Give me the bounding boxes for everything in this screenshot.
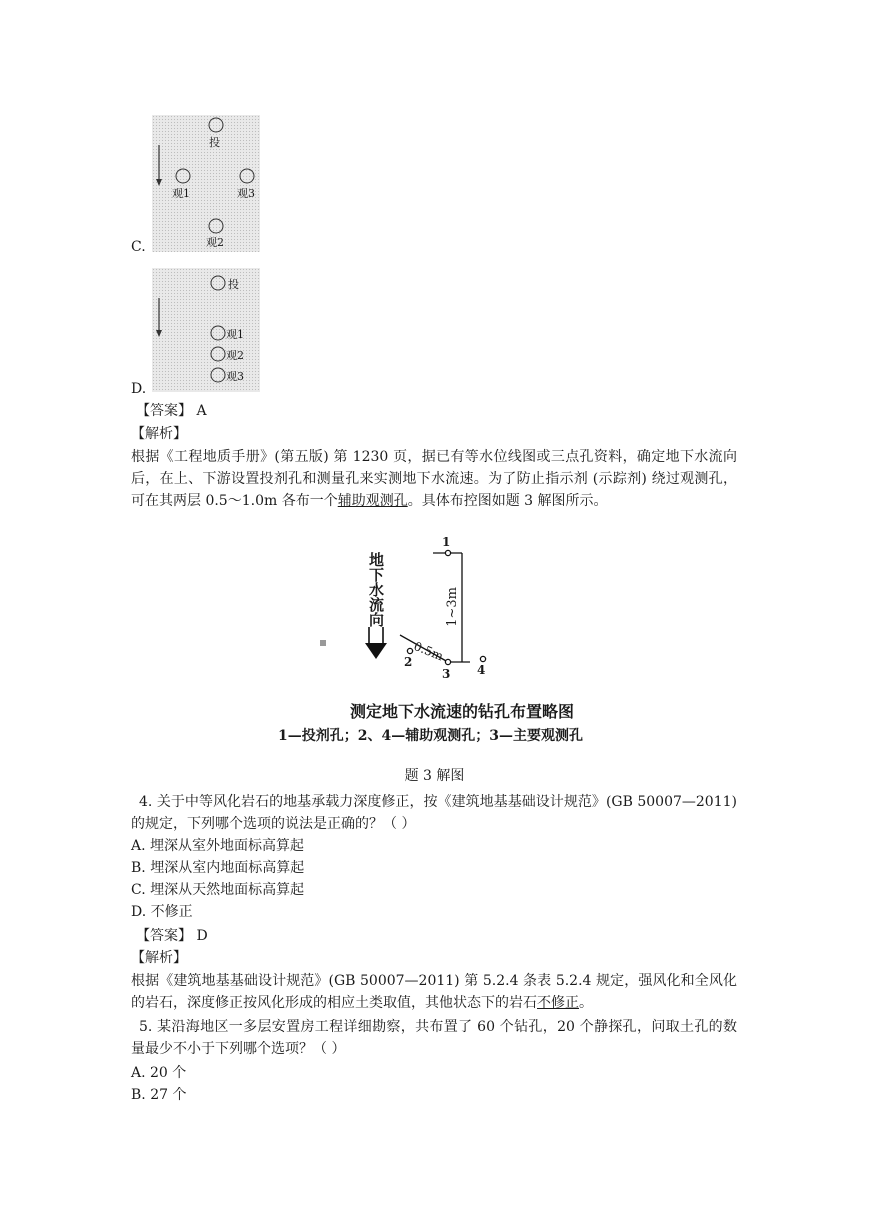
obs3-well-label: 观3	[237, 187, 255, 200]
obs3-well-icon	[240, 169, 254, 183]
figure-caption: 题 3 解图	[404, 768, 465, 784]
obs1-well-icon	[176, 169, 190, 183]
option-c-label: C.	[131, 239, 146, 255]
hole4-label: 4	[477, 663, 486, 677]
inject-well-icon	[209, 118, 223, 132]
hole4-icon	[480, 656, 485, 661]
q4-answer: 【答案】 D	[136, 928, 208, 944]
hole3-icon	[445, 659, 450, 664]
q3-analysis-text	[131, 446, 737, 512]
inject-well-icon	[211, 276, 225, 290]
q4-stem: 4. 关于中等风化岩石的地基承载力深度修正，按《建筑地基基础设计规范》(GB 50007—2011) 的规定，下列哪个选项的说法是正确的？（ ）	[131, 794, 737, 832]
q4-option-b: B. 埋深从室内地面标高算起	[131, 860, 305, 876]
option-c-svg	[152, 115, 260, 252]
flow-direction-label: 地下水流向	[367, 552, 385, 627]
q4-analysis-term: 不修正	[537, 995, 579, 1011]
q4-analysis-pre: 根据《建筑地基基础设计规范》(GB 50007—2011) 第 5.2.4 条表 5.2.4 规定，强风化和全风化的岩石，深度修正按风化形成的相应土类取值，其他状态下的岩石	[131, 973, 737, 1011]
flow-arrow-icon	[156, 145, 162, 186]
q4-option-c: C. 埋深从天然地面标高算起	[131, 882, 305, 898]
q5-stem: 5. 某沿海地区一多层安置房工程详细勘察，共布置了 60 个钻孔，20 个静探孔，问取土孔的数量最少不小于下列哪个选项？（ ）	[131, 1019, 737, 1057]
obs1-well-icon	[211, 326, 225, 340]
dimension-long-label: 1~3m	[445, 587, 460, 627]
q4-option-a: A. 埋深从室外地面标高算起	[131, 838, 305, 854]
hole3-label: 3	[442, 667, 451, 681]
q4-analysis-text	[131, 970, 737, 1014]
hole1-label: 1	[442, 535, 451, 549]
q5-option-a: A. 20 个	[131, 1065, 187, 1081]
obs2-well-icon	[211, 347, 225, 361]
q4-option-d: D. 不修正	[131, 904, 193, 920]
diagram-legend: 1—投剂孔；2、4—辅助观测孔；3—主要观测孔	[278, 728, 583, 744]
flow-arrow-icon	[156, 298, 162, 337]
obs2-well-label: 观2	[226, 349, 244, 362]
obs3-well-label: 观3	[226, 370, 244, 383]
q5-option-b: B. 27 个	[131, 1087, 187, 1103]
q3-answer: 【答案】 A	[136, 403, 207, 419]
borehole-layout-diagram	[270, 535, 610, 745]
q3-analysis-pre: 根据《工程地质手册》(第五版) 第 1230 页，据已有等水位线图或三点孔资料，确定地下水流向后，在上、下游设置投剂孔和测量孔来实测地下水流速。为了防止指示剂 (示踪剂) 绕过观测孔，可在其两层 0.5～1.0m 各布一个	[131, 449, 737, 509]
q3-analysis-post: 。具体布控图如题 3 解图所示。	[407, 493, 608, 509]
q3-analysis-term: 辅助观测孔	[337, 493, 408, 509]
dimension-short-label: 0.5m	[411, 639, 446, 664]
q3-analysis-title: 【解析】	[131, 426, 187, 442]
obs2-well-label: 观2	[206, 236, 224, 249]
obs3-well-icon	[211, 368, 225, 382]
obs2-well-icon	[209, 219, 223, 233]
scan-speck	[320, 640, 326, 646]
obs1-well-label: 观1	[172, 187, 190, 200]
diagram-title: 测定地下水流速的钻孔布置略图	[350, 702, 575, 721]
q4-analysis-post: 。	[579, 995, 593, 1011]
option-c-figure	[152, 115, 260, 252]
inject-well-label: 投	[228, 278, 239, 291]
hole2-label: 2	[404, 655, 413, 669]
obs1-well-label: 观1	[226, 328, 244, 341]
option-d-figure	[152, 268, 260, 392]
inject-well-label: 投	[209, 136, 220, 149]
option-d-label: D.	[131, 381, 147, 397]
hole1-icon	[445, 550, 450, 555]
q4-analysis-title: 【解析】	[131, 950, 187, 966]
